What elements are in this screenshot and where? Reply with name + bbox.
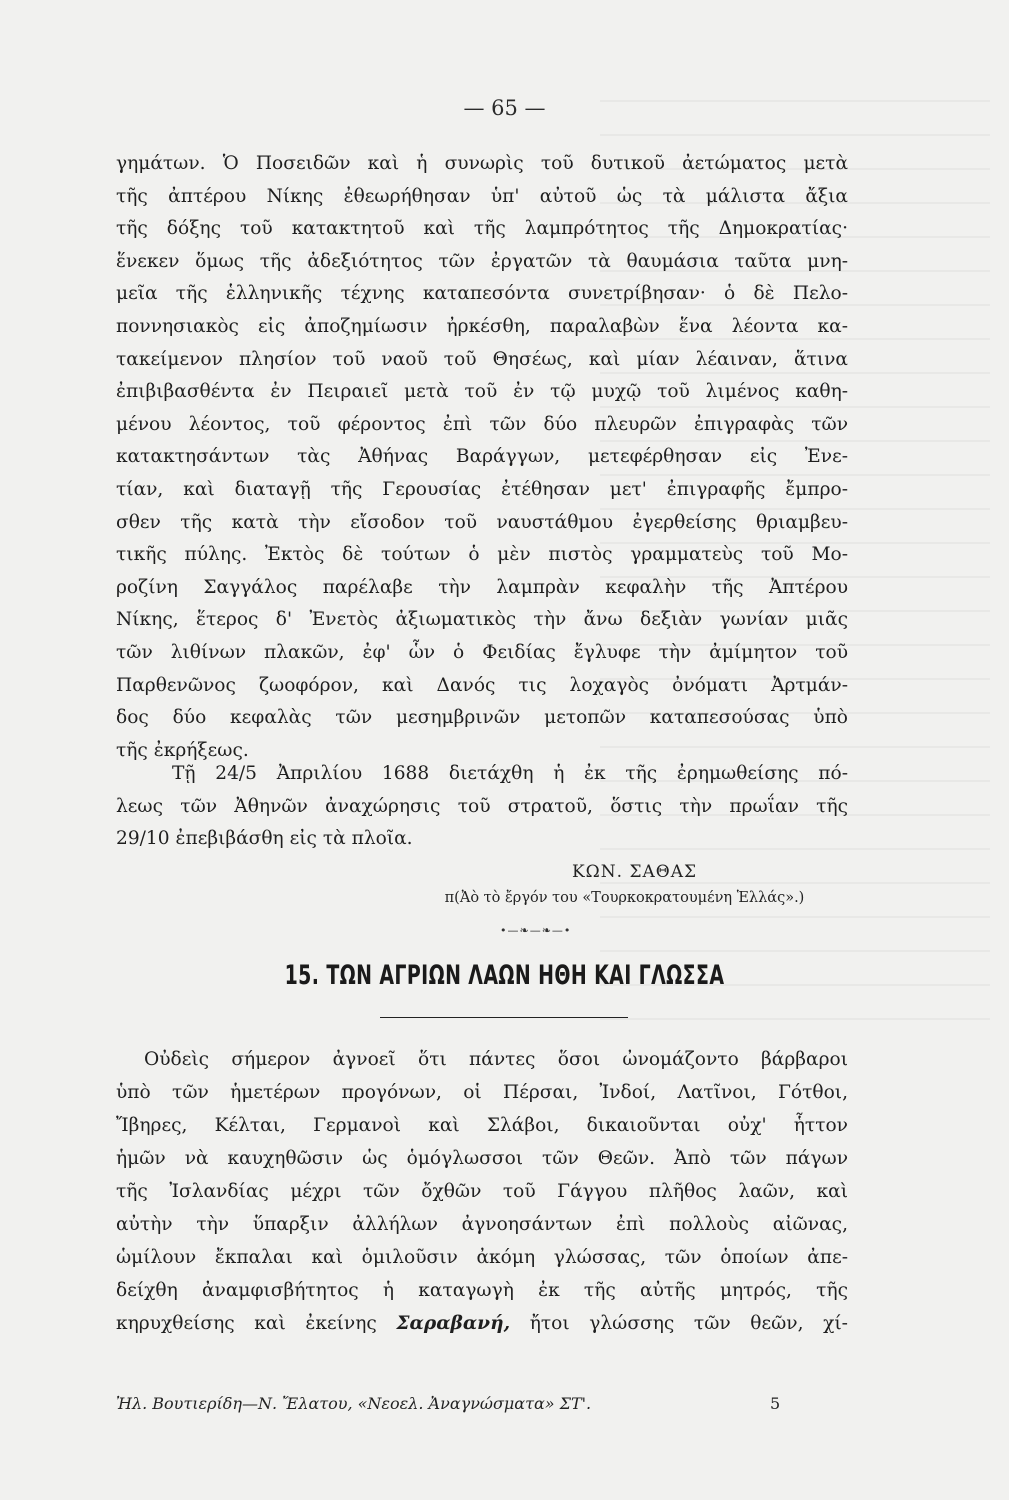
text-line: τίαν, καὶ διαταγῇ τῆς Γερουσίας ἐτέθησαν μετ' ἐπιγραφῆς ἔμπρο- <box>116 478 848 500</box>
text-line: Τῇ 24/5 Ἀπριλίου 1688 διετάχθη ἡ ἐκ τῆς ἐρημωθείσης πό- <box>172 763 848 784</box>
text-line: τῆς ἀπτέρου Νίκης ἐθεωρήθησαν ὑπ' αὐτοῦ ὡς τὰ μάλιστα ἄξια <box>116 185 848 207</box>
page-number: — 65 — <box>463 96 546 120</box>
text-line: αὐτὴν τὴν ὕπαρξιν ἀλλήλων ἀγνοησάντων ἐπὶ πολλοὺς αἰῶνας, <box>116 1214 848 1235</box>
paragraph-2 <box>116 758 848 856</box>
text-line: σθεν τῆς κατὰ τὴν εἴσοδον τοῦ ναυστάθμου ἐγερθείσης θριαμβευ- <box>116 511 848 533</box>
text-line: Νίκης, ἕτερος δ' Ἐνετὸς ἀξιωματικὸς τὴν ἄνω δεξιὰν γωνίαν μιᾶς <box>116 609 848 631</box>
source-note: π(Ἀὸ τὸ ἔργόν του «Τουρκοκρατουμένη Ἑλλάς».) <box>444 890 805 906</box>
text-line: δος δύο κεφαλὰς τῶν μεσημβρινῶν μετοπῶν καταπεσούσας ὑπὸ <box>116 707 848 729</box>
signature-mark: 5 <box>770 1394 781 1413</box>
paragraph-3 <box>116 1043 848 1340</box>
text-line: τακείμενον πλησίον τοῦ ναοῦ τοῦ Θησέως, καὶ μίαν λέαιναν, ἅτινα <box>116 348 848 370</box>
text-fragment: κηρυχθείσης καὶ ἐκείνης <box>116 1313 377 1334</box>
text-line: Οὐδεὶς σήμερον ἀγνοεῖ ὅτι πάντες ὅσοι ὠνομάζοντο βάρβαροι <box>144 1049 848 1070</box>
text-line: ἕνεκεν ὅμως τῆς ἀδεξιότητος τῶν ἐργατῶν τὰ θαυμάσια ταῦτα μνη- <box>116 250 848 272</box>
text-fragment: ἤτοι γλώσσης τῶν θεῶν, χί- <box>529 1313 848 1334</box>
section-heading: 15. ΤΩΝ ΑΓΡΙΩΝ ΛΑΩΝ ΗΘΗ ΚΑΙ ΓΛΩΣΣΑ <box>284 960 725 991</box>
heading-rule <box>380 1017 628 1018</box>
text-line: λεως τῶν Ἀθηνῶν ἀναχώρησις τοῦ στρατοῦ, ὅστις τὴν πρωΐαν τῆς <box>116 795 848 817</box>
text-line: δείχθη ἀναμφισβήτητος ἡ καταγωγὴ ἐκ τῆς αὐτῆς μητρός, τῆς <box>116 1280 848 1301</box>
text-line: 29/10 ἐπεβιβάσθη εἰς τὰ πλοῖα. <box>116 828 413 850</box>
text-line-with-emphasis <box>116 1307 848 1340</box>
emphasis-word: Σαραβανή, <box>396 1313 511 1334</box>
ornament-divider: •—❧—❧—• <box>500 924 572 937</box>
text-line: ποννησιακὸς εἰς ἀποζημίωσιν ἠρκέσθη, παραλαβὼν ἕνα λέοντα κα- <box>116 315 848 337</box>
text-line: ἡμῶν νὰ καυχηθῶσιν ὡς ὁμόγλωσσοι τῶν Θεῶν. Ἀπὸ τῶν πάγων <box>116 1148 848 1169</box>
text-line: ὑπὸ τῶν ἡμετέρων προγόνων, οἱ Πέρσαι, Ἰνδοί, Λατῖνοι, Γότθοι, <box>116 1082 848 1103</box>
text-line: τικῆς πύλης. Ἐκτὸς δὲ τούτων ὁ μὲν πιστὸς γραμματεὺς τοῦ Μο- <box>116 544 848 566</box>
text-line: τῆς Ἰσλανδίας μέχρι τῶν ὄχθῶν τοῦ Γάγγου πλῆθος λαῶν, καὶ <box>116 1181 848 1202</box>
text-line: τῆς ἐκρήξεως. <box>116 739 249 761</box>
footer-reference: Ἠλ. Βουτιερίδη—Ν. Ἔλατου, «Νεοελ. Ἀναγνώσματα» ΣΤ'. <box>116 1394 592 1413</box>
text-line: μένου λέοντος, τοῦ φέροντος ἐπὶ τῶν δύο πλευρῶν ἐπιγραφὰς τῶν <box>116 413 848 435</box>
text-line: ἐπιβιβασθέντα ἐν Πειραιεῖ μετὰ τοῦ ἐν τῷ μυχῷ τοῦ λιμένος καθη- <box>116 381 848 403</box>
text-line: Ἴβηρες, Κέλται, Γερμανοὶ καὶ Σλάβοι, δικαιοῦνται οὐχ' ἧττον <box>116 1115 848 1136</box>
text-line: τῆς δόξης τοῦ κατακτητοῦ καὶ τῆς λαμπρότητος τῆς Δημοκρατίας· <box>116 218 848 240</box>
text-line: ὡμίλουν ἔκπαλαι καὶ ὁμιλοῦσιν ἀκόμη γλώσσας, τῶν ὁποίων ἀπε- <box>116 1247 848 1268</box>
text-line: τῶν λιθίνων πλακῶν, ἐφ' ὧν ὁ Φειδίας ἔγλυφε τὴν ἀμίμητον τοῦ <box>116 641 848 663</box>
text-line: γημάτων. Ὁ Ποσειδῶν καὶ ἡ συνωρὶς τοῦ δυτικοῦ ἀετώματος μετὰ <box>116 153 848 174</box>
text-line: ροζίνη Σαγγάλος παρέλαβε τὴν λαμπρὰν κεφαλὴν τῆς Ἀπτέρου <box>116 576 848 598</box>
text-line: μεῖα τῆς ἑλληνικῆς τέχνης καταπεσόντα συνετρίβησαν· ὁ δὲ Πελο- <box>116 283 848 305</box>
text-line: κατακτησάντων τὰς Ἀθήνας Βαράγγων, μετεφέρθησαν εἰς Ἐνε- <box>116 446 848 468</box>
text-line: Παρθενῶνος ζωοφόρον, καὶ Δανός τις λοχαγὸς ὀνόματι Ἀρτμάν- <box>116 674 848 696</box>
author-signature: ΚΩΝ. ΣΑΘΑΣ <box>571 862 697 882</box>
paragraph-1 <box>116 148 848 767</box>
